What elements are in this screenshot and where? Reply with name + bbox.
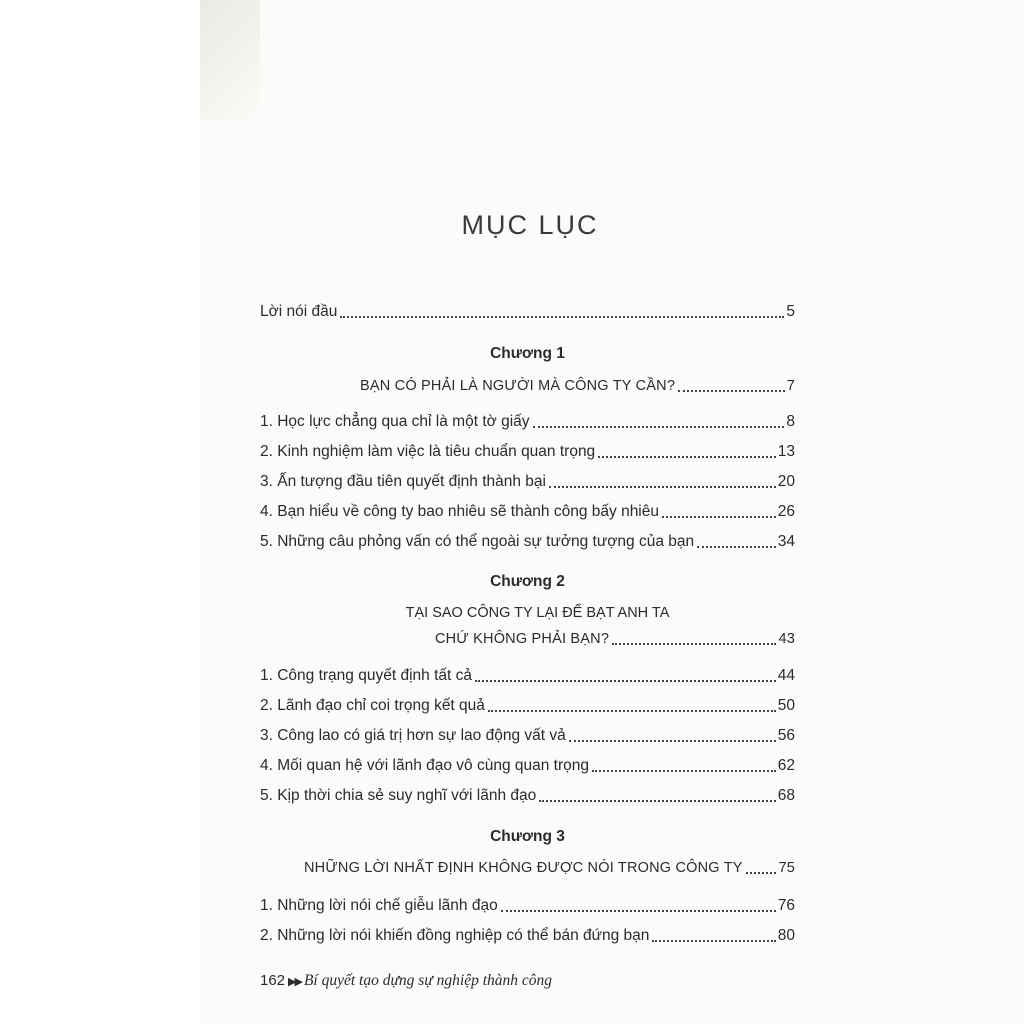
- toc-entry: [260, 894, 795, 918]
- toc-entry-page: 26: [777, 503, 795, 520]
- toc-entry: [260, 784, 795, 808]
- chapter-heading: [435, 627, 795, 651]
- toc-entry-title: 2. Kinh nghiệm làm việc là tiêu chuẩn quan trọng: [260, 443, 596, 460]
- chapter-heading: [360, 374, 795, 398]
- toc-entry-title: 1. Công trạng quyết định tất cả: [260, 667, 472, 684]
- toc-entry-page: 62: [777, 757, 795, 774]
- toc-entry-title: 3. Công lao có giá trị hơn sự lao động vất vả: [260, 727, 566, 744]
- toc-entry: [260, 440, 795, 464]
- dot-leader: [678, 389, 785, 392]
- toc-entry-title: 5. Kịp thời chia sẻ suy nghĩ với lãnh đạo: [260, 787, 537, 804]
- toc-entry: [260, 754, 795, 778]
- toc-entry-page: 34: [777, 533, 795, 550]
- toc-entry: [260, 500, 795, 524]
- toc-entry: [260, 530, 795, 554]
- dot-leader: [549, 485, 776, 488]
- toc-entry-title: Lời nói đầu: [260, 303, 338, 320]
- toc-entry-page: 76: [777, 897, 795, 914]
- dot-leader: [697, 545, 776, 548]
- toc-entry-page: 8: [786, 413, 795, 430]
- chapter-heading: [304, 856, 795, 880]
- toc-entry-page: 20: [777, 473, 795, 490]
- dot-leader: [652, 939, 775, 942]
- toc-title: MỤC LỤC: [461, 210, 599, 240]
- toc-entry-title: 1. Học lực chẳng qua chỉ là một tờ giấy: [260, 413, 530, 430]
- toc-entry-title: 3. Ấn tượng đầu tiên quyết định thành bại: [260, 473, 546, 490]
- dot-leader: [539, 799, 776, 802]
- toc-entry: [260, 664, 795, 688]
- toc-entry-page: 50: [777, 697, 795, 714]
- chapter-label: Chương 2: [490, 573, 565, 590]
- dot-leader: [488, 709, 776, 712]
- chapter-heading-title: CHỨ KHÔNG PHẢI BẠN?: [435, 631, 610, 647]
- page-number: 162: [260, 972, 286, 989]
- dot-leader: [569, 739, 776, 742]
- toc-entry-page: 13: [777, 443, 795, 460]
- toc-entry: [260, 410, 795, 434]
- toc-entry-title: 4. Mối quan hệ với lãnh đạo vô cùng quan trọng: [260, 757, 590, 774]
- page-footer: [260, 970, 552, 993]
- toc-entry: [260, 694, 795, 718]
- toc-entry: [260, 724, 795, 748]
- toc-entry-page: 56: [777, 727, 795, 744]
- toc-entry-title: 4. Bạn hiểu về công ty bao nhiêu sẽ thành công bấy nhiêu: [260, 503, 659, 520]
- chapter-heading-page: 7: [786, 378, 795, 394]
- toc-entry-title: 5. Những câu phỏng vấn có thể ngoài sự tưởng tượng của bạn: [260, 533, 695, 550]
- page-edge-shadow: [200, 0, 260, 120]
- dot-leader: [475, 679, 776, 682]
- toc-entry-page: 44: [777, 667, 795, 684]
- dot-leader: [612, 642, 776, 645]
- toc-entry: [260, 470, 795, 494]
- chapter-label: Chương 1: [490, 345, 565, 362]
- chapter-label: Chương 3: [490, 828, 565, 845]
- toc-entry-title: 2. Lãnh đạo chỉ coi trọng kết quả: [260, 697, 485, 714]
- dot-leader: [340, 315, 784, 318]
- dot-leader: [501, 909, 776, 912]
- running-book-title: Bí quyết tạo dựng sự nghiệp thành công: [303, 972, 553, 989]
- toc-entry-title: 1. Những lời nói chế giễu lãnh đạo: [260, 897, 498, 914]
- dot-leader: [662, 515, 776, 518]
- toc-entry-preface: [260, 300, 795, 324]
- dot-leader: [533, 425, 785, 428]
- dot-leader: [598, 455, 776, 458]
- dot-leader: [746, 871, 777, 874]
- toc-entry: [260, 924, 795, 948]
- toc-entry-page: 68: [777, 787, 795, 804]
- chapter-heading-title: BẠN CÓ PHẢI LÀ NGƯỜI MÀ CÔNG TY CẦN?: [360, 378, 676, 394]
- chapter-heading-page: 43: [778, 631, 795, 647]
- toc-entry-page: 5: [786, 303, 795, 320]
- toc-entry-title: 2. Những lời nói khiến đồng nghiệp có thể bán đứng bạn: [260, 927, 650, 944]
- dot-leader: [592, 769, 776, 772]
- chapter-heading-page: 75: [778, 860, 795, 876]
- toc-entry-page: 80: [777, 927, 795, 944]
- chapter-heading-title: NHỮNG LỜI NHẤT ĐỊNH KHÔNG ĐƯỢC NÓI TRONG CÔNG TY: [304, 860, 743, 876]
- double-arrow-icon: ▶▶: [288, 976, 301, 988]
- chapter-heading-line: TẠI SAO CÔNG TY LẠI ĐỂ BẠT ANH TA: [405, 605, 670, 621]
